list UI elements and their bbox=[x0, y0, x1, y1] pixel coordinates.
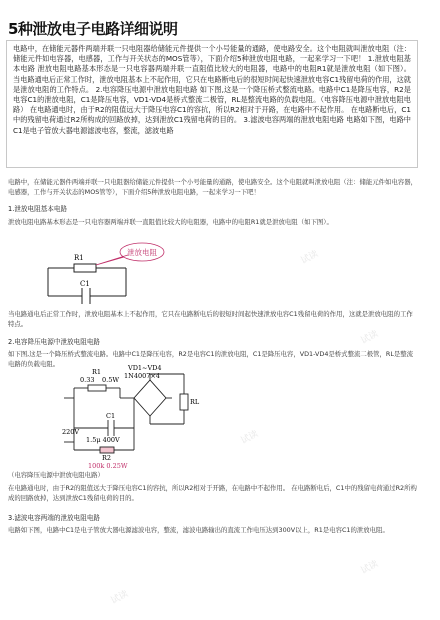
rl-label: RL bbox=[190, 398, 200, 406]
figure-2-caption: （电容降压电源中泄放电阻电路） bbox=[8, 471, 104, 479]
resistor-r1-symbol bbox=[74, 264, 96, 272]
section-2-paragraph: 如下图,这是一个降压桥式整流电路。电路中C1是降压电容，R2是电容C1的泄放电阻，C1是降压电容，VD1-VD4是桥式整流二极管，RL是整流电路的负载电阻。 bbox=[8, 350, 414, 368]
c1-value-label: 1.5μ 400V bbox=[86, 436, 120, 444]
r1-label: R1 bbox=[74, 254, 84, 262]
section-heading-1: 1.泄放电阻基本电路 bbox=[8, 205, 68, 213]
intro-box-text: 电路中，在储能元器件两端并联一只电阻器给储能元件提供一个小号能量的通路，使电路安全。这个电阻就叫泄放电阻（注：储能元件如电容器，电感器，工作与开关状态的MOS管等），下面介绍5种泄放电阻电路，一起来学习一下吧！ 1.泄放电阻基本电路 泄放电阻电路基本形态是一只电容器两端并联一直阻值比较大的电阻器，电路中的电阻R1就是泄放电阻（如下图）。 当电路通电后正常工作时，泄放电阻基本上不起作用，它只在电路断电后的很短时间起快速泄放电容C1残留电荷的作用，这就是泄放电阻的工作特点。 2.电容降压电源中泄放电阻电路 如下图,这是一个降压桥式整流电路。电路中C1是降压电容，R2是电容C1的泄放电阻，C1是降压电容，VD1-VD4是桥式整流二极管，RL是整流电路的负载电阻。（电容降压电源中泄放电阻电路） 在电路通电时，由于R2的阻值远大于降压电容C1的容抗，所以R2相对于开路，在电路中不起作用。 在电路断电后，C1中的残留电荷通过R2所构成的回路放掉，达到泄放C1残留电荷的目的。 3.滤波电容两端的泄放电阻电路 电路如下图，电路中C1是电子管放大器电源滤波电容，整流，滤波电路 bbox=[13, 44, 411, 135]
section-heading-2: 2.电容降压电源中泄放电阻电路 bbox=[8, 338, 101, 346]
watermark: 试读 bbox=[239, 429, 261, 447]
r2-value-label: 100k 0.25W bbox=[88, 462, 128, 470]
section-3-paragraph: 电路如下图，电路中C1是电子管放大器电源滤波电容，整流，滤波电路输出的直流工作电压达到300V以上，R1是电容C1的泄放电阻。 bbox=[8, 526, 389, 534]
figure-capacitive-dropper-circuit bbox=[60, 362, 210, 470]
callout-label: 泄放电阻 bbox=[127, 248, 157, 257]
watermark: 试读 bbox=[359, 329, 381, 347]
resistor-r2-symbol bbox=[100, 447, 114, 453]
bridge-rectifier-symbol bbox=[134, 380, 166, 416]
load-rl-symbol bbox=[180, 394, 188, 410]
fig2-c1-label: C1 bbox=[106, 412, 116, 420]
section-1-paragraph: 泄放电阻电路基本形态是一只电容器两端并联一直阻值比较大的电阻器，电路中的电阻R1就是泄放电阻（如下图）。 bbox=[8, 218, 333, 226]
figure-basic-bleeder-circuit bbox=[44, 240, 184, 306]
fig2-resistor-r1-symbol bbox=[88, 385, 106, 391]
section-2-paragraph-2: 在电路通电时，由于R2的阻值远大于降压电容C1的容抗，所以R2相对于开路，在电路中不起作用。 在电路断电后，C1中的残留电荷通过R2所构成的回路放掉，达到泄放C1残留电荷的目的。 bbox=[8, 484, 417, 502]
section-1-paragraph-2: 当电路通电后正常工作时，泄放电阻基本上不起作用，它只在电路断电后的很短时间起快速泄放电容C1残留电荷的作用，这就是泄放电阻的工作特点。 bbox=[8, 310, 413, 328]
intro-paragraph: 电路中，在储能元器件两端并联一只电阻器给储能元件提供一个小号能量的通路，使电路安全。这个电阻就叫泄放电阻（注：储能元件如电容器，电感器，工作与开关状态的MOS管等），下面介绍5种泄放电阻电路，一起来学习一下吧！ bbox=[8, 178, 417, 196]
section-heading-3: 3.滤波电容两端的泄放电阻电路 bbox=[8, 514, 101, 522]
vd-model-label: 1N4007×4 bbox=[124, 372, 160, 380]
fig2-r1-label: R1 bbox=[92, 368, 102, 376]
watermark: 试读 bbox=[109, 589, 131, 607]
watermark: 试读 bbox=[359, 559, 381, 577]
page-title: 5种泄放电子电路详细说明 bbox=[8, 20, 178, 38]
r2-label: R2 bbox=[102, 454, 112, 462]
r1-value-label: 0.33 bbox=[80, 376, 95, 384]
vd-label: VD1~VD4 bbox=[128, 364, 162, 372]
r1-watt-label: 0.5W bbox=[102, 376, 120, 384]
voltage-label: 220V bbox=[62, 428, 80, 436]
intro-box bbox=[6, 40, 418, 168]
watermark: 试读 bbox=[299, 249, 321, 267]
c1-label: C1 bbox=[80, 280, 90, 288]
